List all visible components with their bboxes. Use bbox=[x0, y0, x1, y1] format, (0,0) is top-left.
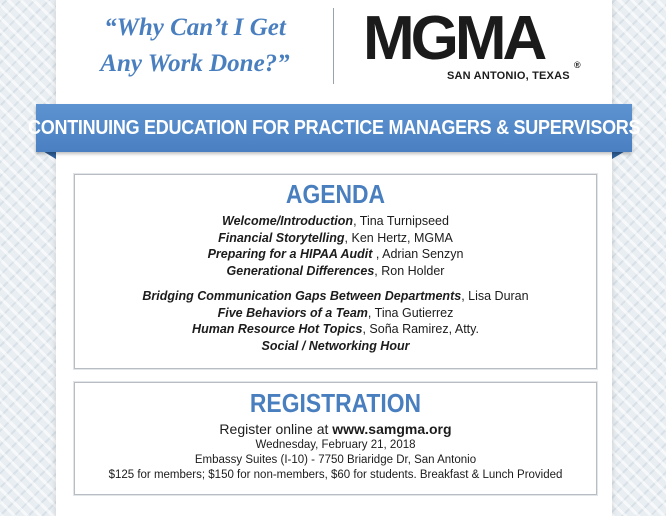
agenda-item bbox=[75, 305, 596, 322]
agenda-topic: Welcome/Introduction bbox=[222, 214, 354, 228]
registration-box bbox=[74, 382, 597, 495]
title-banner bbox=[27, 104, 641, 152]
registration-url: www.samgma.org bbox=[332, 421, 452, 437]
agenda-topic: Human Resource Hot Topics bbox=[192, 322, 363, 336]
agenda-item bbox=[75, 213, 596, 230]
event-pricing: $125 for members; $150 for non-members, $60 for students. Breakfast & Lunch Provided bbox=[108, 469, 563, 481]
agenda-list bbox=[75, 213, 596, 354]
agenda-speaker: , Adrian Senzyn bbox=[372, 247, 464, 261]
registered-mark: ® bbox=[574, 60, 581, 70]
agenda-title: AGENDA bbox=[285, 179, 386, 209]
agenda-item bbox=[75, 246, 596, 263]
mgma-logo: MGMA bbox=[363, 4, 544, 73]
agenda-topic: Generational Differences bbox=[226, 263, 375, 278]
header-divider bbox=[333, 8, 334, 84]
registration-title: REGISTRATION bbox=[249, 388, 422, 418]
agenda-speaker: , Tina Gutierrez bbox=[367, 305, 454, 320]
event-date: Wednesday, February 21, 2018 bbox=[255, 439, 416, 451]
agenda-speaker: , Tina Turnipseed bbox=[353, 214, 449, 228]
register-online-prefix: Register online at bbox=[219, 421, 333, 437]
tagline-line-1: “Why Can’t I Get bbox=[104, 14, 286, 41]
agenda-item bbox=[75, 263, 596, 280]
agenda-box bbox=[74, 174, 597, 369]
register-online-line bbox=[75, 420, 596, 438]
agenda-topic: Bridging Communication Gaps Between Departments bbox=[142, 289, 462, 303]
banner-title: CONTINUING EDUCATION FOR PRACTICE MANAGERS & SUPERVISORS bbox=[27, 116, 641, 139]
logo-location: SAN ANTONIO, TEXAS bbox=[447, 70, 570, 82]
agenda-topic: Social / Networking Hour bbox=[261, 338, 410, 353]
agenda-speaker: , Ken Hertz, MGMA bbox=[344, 230, 453, 245]
event-venue: Embassy Suites (I-10) - 7750 Briaridge Dr, San Antonio bbox=[194, 454, 477, 466]
agenda-item bbox=[75, 230, 596, 247]
agenda-speaker: , Ron Holder bbox=[374, 263, 445, 278]
tagline-line-2: Any Work Done?” bbox=[100, 50, 290, 77]
agenda-topic: Five Behaviors of a Team bbox=[217, 305, 368, 320]
agenda-speaker: , Soña Ramirez, Atty. bbox=[362, 322, 479, 336]
agenda-topic: Financial Storytelling bbox=[218, 230, 345, 245]
agenda-item bbox=[75, 288, 596, 305]
event-tagline bbox=[70, 10, 320, 82]
agenda-item bbox=[75, 321, 596, 338]
agenda-item bbox=[75, 338, 596, 355]
agenda-topic: Preparing for a HIPAA Audit bbox=[207, 247, 373, 261]
agenda-speaker: , Lisa Duran bbox=[461, 289, 529, 303]
